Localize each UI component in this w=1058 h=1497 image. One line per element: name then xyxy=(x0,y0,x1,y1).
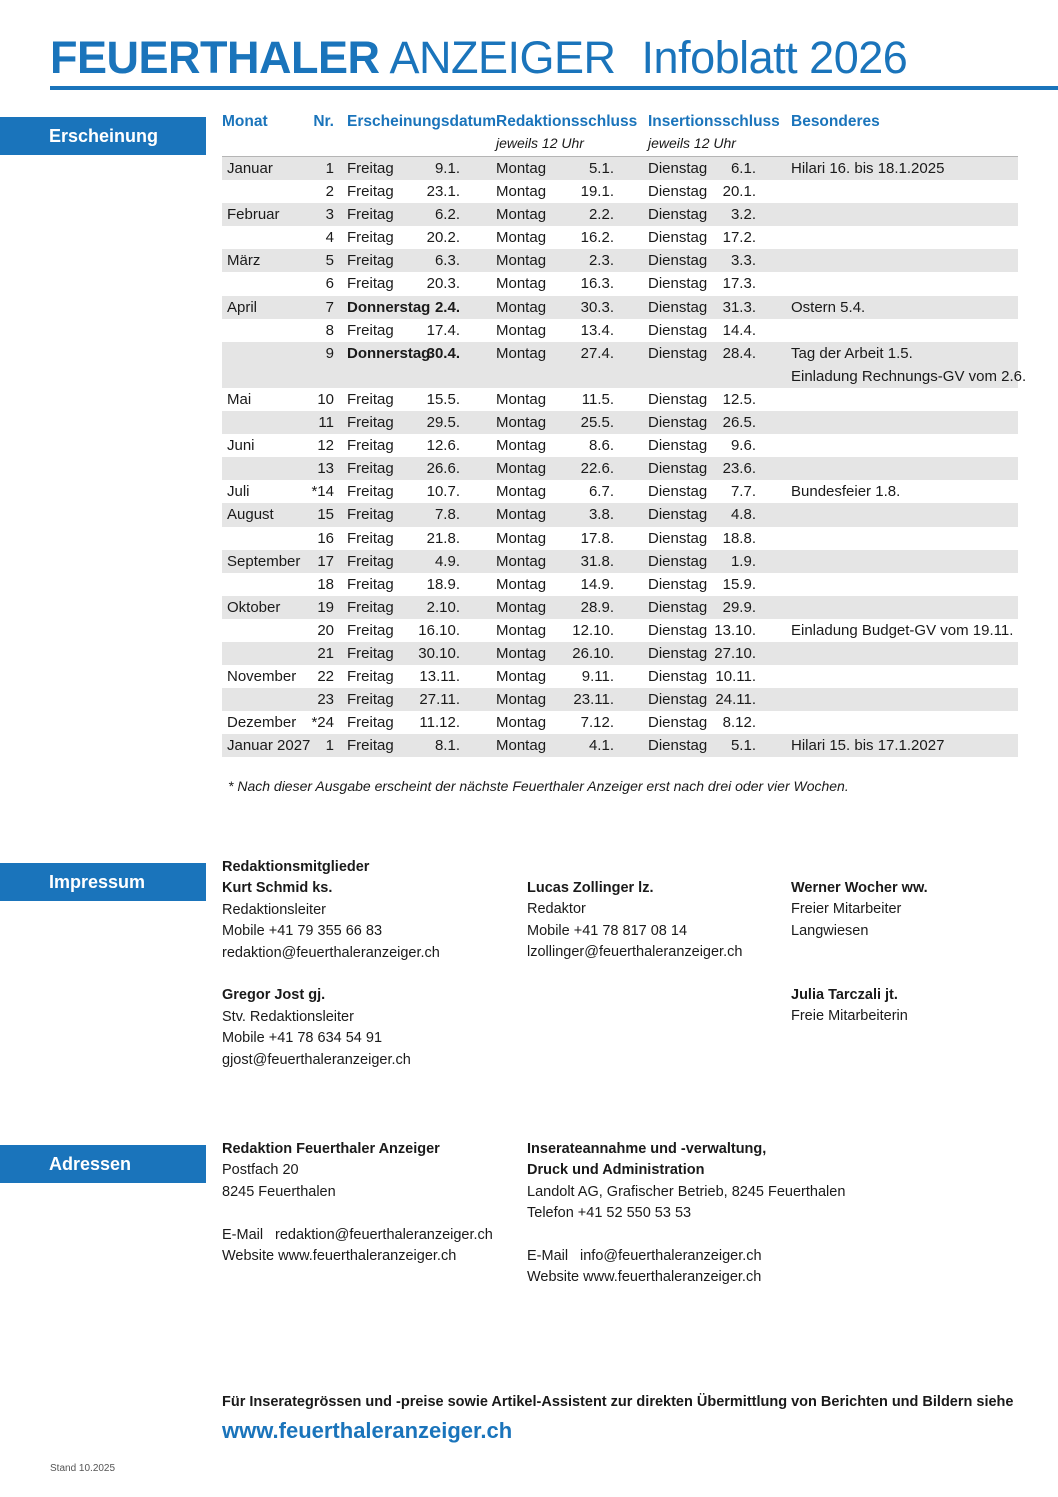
member-email: gjost@feuerthaleranzeiger.ch xyxy=(222,1051,411,1068)
impressum-col-1 xyxy=(222,857,440,1071)
row-date: 30.4. xyxy=(426,344,460,362)
table-row xyxy=(222,619,1018,642)
row-nr: 1 xyxy=(325,737,334,755)
row-insertion-weekday: Dienstag xyxy=(648,160,708,177)
col-monat: Monat xyxy=(222,113,268,130)
row-insertion-weekday: Dienstag xyxy=(648,737,708,755)
row-date: 13.11. xyxy=(419,668,460,686)
member-name: Kurt Schmid ks. xyxy=(222,880,333,897)
row-redaktion-date: 13.4. xyxy=(580,321,614,339)
row-date: 21.8. xyxy=(426,529,460,547)
row-insertion-weekday: Dienstag xyxy=(648,529,708,547)
table-row xyxy=(222,642,1018,665)
member-role: Freier Mitarbeiter xyxy=(791,901,902,918)
row-insertion-date: 6.1. xyxy=(730,160,756,177)
row-weekday: Donnerstag xyxy=(347,298,431,316)
row-insertion-weekday: Dienstag xyxy=(648,575,708,593)
schedule-table xyxy=(222,157,1027,757)
member-role: Redaktor xyxy=(527,901,586,918)
col-redaktionsschluss-sub: jeweils 12 Uhr xyxy=(496,135,584,151)
col-besonderes: Besonderes xyxy=(791,113,880,130)
row-nr: 7 xyxy=(325,298,334,316)
row-date: 20.3. xyxy=(426,275,460,293)
schedule-footnote: * Nach dieser Ausgabe erscheint der nächste Feuerthaler Anzeiger erst nach drei oder vier Wochen. xyxy=(228,778,849,794)
row-insertion-date: 13.10. xyxy=(714,621,756,639)
table-row xyxy=(222,665,1018,688)
page-title xyxy=(50,30,907,86)
row-date: 2.10. xyxy=(426,598,460,616)
impressum-col-2 xyxy=(527,878,742,964)
stand-date: Stand 10.2025 xyxy=(50,1463,116,1474)
row-nr: 9 xyxy=(325,344,334,362)
row-redaktion-date: 9.11. xyxy=(581,668,614,686)
table-row xyxy=(222,573,1018,596)
row-weekday: Freitag xyxy=(347,644,394,662)
row-note: Hilari 15. bis 17.1.2027 xyxy=(791,737,945,755)
row-nr: 2 xyxy=(325,183,334,201)
row-redaktion-date: 8.6. xyxy=(588,437,614,455)
row-redaktion-weekday: Montag xyxy=(496,437,547,455)
address-line: Postfach 20 xyxy=(222,1162,299,1179)
row-weekday: Freitag xyxy=(347,206,394,224)
row-redaktion-date: 3.8. xyxy=(588,506,614,524)
row-weekday: Donnerstag xyxy=(347,344,431,362)
row-insertion-date: 3.2. xyxy=(730,206,756,224)
row-redaktion-weekday: Montag xyxy=(496,229,547,247)
table-row xyxy=(222,272,1018,295)
row-weekday: Freitag xyxy=(347,275,394,293)
row-insertion-date: 14.4. xyxy=(722,321,756,339)
row-insertion-date: 1.9. xyxy=(730,552,756,570)
row-nr: 8 xyxy=(325,321,334,339)
row-insertion-weekday: Dienstag xyxy=(648,644,708,662)
row-nr: 13 xyxy=(317,460,334,478)
row-date: 6.3. xyxy=(434,252,460,270)
row-weekday: Freitag xyxy=(347,668,394,686)
row-month: Oktober xyxy=(227,598,281,616)
row-weekday: Freitag xyxy=(347,321,394,339)
row-nr: 5 xyxy=(325,252,334,270)
row-redaktion-weekday: Montag xyxy=(496,321,547,339)
row-nr: 1 xyxy=(325,160,334,177)
row-month: März xyxy=(227,252,261,270)
row-insertion-date: 5.1. xyxy=(730,737,756,755)
row-insertion-weekday: Dienstag xyxy=(648,437,708,455)
title-feuerthaler: FEUERTHALER xyxy=(50,32,380,83)
member-name: Lucas Zollinger lz. xyxy=(527,880,654,896)
row-insertion-date: 8.12. xyxy=(722,714,756,732)
row-redaktion-weekday: Montag xyxy=(496,275,547,293)
row-redaktion-date: 11.5. xyxy=(581,390,614,408)
row-weekday: Freitag xyxy=(347,552,394,570)
row-insertion-weekday: Dienstag xyxy=(648,390,708,408)
row-month: Januar xyxy=(227,160,273,177)
table-row xyxy=(222,550,1018,573)
member-email: lzollinger@feuerthaleranzeiger.ch xyxy=(527,944,743,961)
row-nr: 17 xyxy=(317,552,334,570)
row-nr: 10 xyxy=(317,390,334,408)
table-row xyxy=(222,296,1018,319)
row-date: 15.5. xyxy=(426,390,460,408)
row-weekday: Freitag xyxy=(347,229,394,247)
col-redaktionsschluss: Redaktionsschluss xyxy=(496,113,638,130)
row-redaktion-weekday: Montag xyxy=(496,460,547,478)
row-insertion-date: 9.6. xyxy=(730,437,756,455)
table-row xyxy=(222,457,1018,480)
row-date: 23.1. xyxy=(426,183,460,201)
row-date: 20.2. xyxy=(426,229,460,247)
row-redaktion-date: 2.2. xyxy=(588,206,614,224)
row-date: 17.4. xyxy=(426,321,460,339)
row-month: April xyxy=(227,298,258,316)
row-redaktion-weekday: Montag xyxy=(496,390,547,408)
row-insertion-weekday: Dienstag xyxy=(648,483,708,501)
row-date: 12.6. xyxy=(426,437,460,455)
row-insertion-date: 27.10. xyxy=(714,644,756,662)
row-insertion-weekday: Dienstag xyxy=(648,691,708,709)
member-role: Stv. Redaktionsleiter xyxy=(222,1008,354,1025)
row-month: August xyxy=(227,506,274,524)
row-insertion-date: 17.2. xyxy=(722,229,756,247)
table-row xyxy=(222,388,1018,411)
row-insertion-date: 7.7. xyxy=(730,483,756,501)
row-date: 9.1. xyxy=(434,160,460,177)
row-redaktion-date: 16.3. xyxy=(580,275,614,293)
row-redaktion-weekday: Montag xyxy=(496,644,547,662)
address-line: Landolt AG, Grafischer Betrieb, 8245 Feuerthalen xyxy=(527,1183,846,1200)
impressum-col-3 xyxy=(791,878,928,1028)
row-insertion-date: 17.3. xyxy=(722,275,756,293)
footer-text: Für Inserategrössen und -preise sowie Artikel-Assistent zur direkten Übermittlung von Berichten und Bildern siehe xyxy=(222,1394,1014,1410)
row-insertion-weekday: Dienstag xyxy=(648,668,708,686)
row-insertion-weekday: Dienstag xyxy=(648,298,708,316)
table-row xyxy=(222,411,1018,434)
table-row xyxy=(222,527,1018,550)
title-divider xyxy=(50,86,1058,90)
row-weekday: Freitag xyxy=(347,460,394,478)
row-redaktion-date: 28.9. xyxy=(580,598,614,616)
row-date: 30.10. xyxy=(418,644,460,662)
member-email: redaktion@feuerthaleranzeiger.ch xyxy=(222,944,440,961)
row-redaktion-date: 16.2. xyxy=(580,229,614,247)
schedule-header xyxy=(222,113,1018,157)
row-nr: 6 xyxy=(325,275,334,293)
address-name: Druck und Administration xyxy=(527,1162,705,1179)
row-redaktion-weekday: Montag xyxy=(496,691,547,709)
table-row xyxy=(222,596,1018,619)
table-row xyxy=(222,249,1018,272)
row-insertion-date: 28.4. xyxy=(722,344,756,362)
row-weekday: Freitag xyxy=(347,160,394,177)
table-row xyxy=(222,711,1018,734)
row-nr: 12 xyxy=(317,437,334,455)
row-redaktion-weekday: Montag xyxy=(496,160,547,177)
row-weekday: Freitag xyxy=(347,714,394,732)
member-role: Freie Mitarbeiterin xyxy=(791,1008,908,1025)
row-weekday: Freitag xyxy=(347,575,394,593)
address-email[interactable]: info@feuerthaleranzeiger.ch xyxy=(580,1247,762,1264)
row-month: November xyxy=(227,668,297,686)
row-insertion-weekday: Dienstag xyxy=(648,229,708,247)
address-name: Inserateannahme und -verwaltung, xyxy=(527,1141,767,1157)
row-insertion-date: 20.1. xyxy=(722,183,756,201)
row-insertion-weekday: Dienstag xyxy=(648,252,708,270)
row-redaktion-date: 25.5. xyxy=(580,414,614,432)
member-name: Julia Tarczali jt. xyxy=(791,986,898,1003)
row-insertion-date: 3.3. xyxy=(730,252,756,270)
row-date: 8.1. xyxy=(434,737,460,755)
row-insertion-weekday: Dienstag xyxy=(648,206,708,224)
row-redaktion-date: 26.10. xyxy=(572,644,614,662)
row-redaktion-weekday: Montag xyxy=(496,414,547,432)
row-insertion-date: 10.11. xyxy=(715,668,756,686)
row-insertion-date: 18.8. xyxy=(722,529,756,547)
email-label: E-Mail xyxy=(222,1226,264,1243)
row-redaktion-weekday: Montag xyxy=(496,529,547,547)
row-weekday: Freitag xyxy=(347,483,394,501)
row-redaktion-weekday: Montag xyxy=(496,575,547,593)
title-infoblatt: Infoblatt 2026 xyxy=(641,32,908,83)
row-weekday: Freitag xyxy=(347,737,394,755)
row-nr: 19 xyxy=(317,598,334,616)
row-nr: *24 xyxy=(311,714,334,732)
table-row xyxy=(222,157,1018,180)
row-month: Juli xyxy=(227,483,250,501)
row-insertion-weekday: Dienstag xyxy=(648,714,708,732)
table-row xyxy=(222,180,1018,203)
row-month: Juni xyxy=(227,437,255,455)
row-insertion-weekday: Dienstag xyxy=(648,552,708,570)
row-redaktion-weekday: Montag xyxy=(496,621,547,639)
row-date: 16.10. xyxy=(418,621,460,639)
row-weekday: Freitag xyxy=(347,183,394,201)
row-redaktion-date: 4.1. xyxy=(588,737,614,755)
table-row xyxy=(222,342,1027,388)
row-note: Ostern 5.4. xyxy=(791,298,866,316)
address-email-row xyxy=(527,1246,845,1267)
row-weekday: Freitag xyxy=(347,621,394,639)
address-website[interactable]: Website www.feuerthaleranzeiger.ch xyxy=(222,1247,457,1264)
row-insertion-weekday: Dienstag xyxy=(648,321,708,339)
row-month: Dezember xyxy=(227,714,297,732)
row-redaktion-weekday: Montag xyxy=(496,668,547,686)
row-redaktion-weekday: Montag xyxy=(496,252,547,270)
table-row xyxy=(222,480,1018,503)
col-nr: Nr. xyxy=(313,113,334,130)
table-row xyxy=(222,688,1018,711)
row-weekday: Freitag xyxy=(347,437,394,455)
impressum-heading: Redaktionsmitglieder xyxy=(222,859,370,875)
table-row xyxy=(222,319,1018,342)
member-mobile: Mobile +41 79 355 66 83 xyxy=(222,923,383,940)
row-insertion-weekday: Dienstag xyxy=(648,506,708,524)
row-insertion-date: 31.3. xyxy=(722,298,756,316)
row-redaktion-date: 19.1. xyxy=(580,183,614,201)
row-insertion-weekday: Dienstag xyxy=(648,414,708,432)
row-weekday: Freitag xyxy=(347,506,394,524)
address-email-row xyxy=(222,1225,493,1246)
row-date: 4.9. xyxy=(434,552,460,570)
row-insertion-weekday: Dienstag xyxy=(648,344,708,362)
row-nr: *14 xyxy=(311,483,334,501)
row-weekday: Freitag xyxy=(347,598,394,616)
row-insertion-weekday: Dienstag xyxy=(648,460,708,478)
row-nr: 21 xyxy=(317,644,334,662)
row-nr: 4 xyxy=(325,229,334,247)
member-mobile: Mobile +41 78 634 54 91 xyxy=(222,1030,383,1047)
row-date: 6.2. xyxy=(434,206,460,224)
member-name: Gregor Jost gj. xyxy=(222,987,326,1004)
row-nr: 22 xyxy=(317,668,334,686)
row-insertion-weekday: Dienstag xyxy=(648,621,708,639)
row-redaktion-weekday: Montag xyxy=(496,737,547,755)
col-erscheinungsdatum: Erscheinungsdatum xyxy=(347,113,496,130)
row-month: Mai xyxy=(227,390,252,408)
row-weekday: Freitag xyxy=(347,390,394,408)
row-nr: 16 xyxy=(317,529,334,547)
address-website[interactable]: Website www.feuerthaleranzeiger.ch xyxy=(527,1269,762,1286)
row-weekday: Freitag xyxy=(347,529,394,547)
row-date: 26.6. xyxy=(426,460,460,478)
row-redaktion-date: 14.9. xyxy=(580,575,614,593)
row-insertion-date: 4.8. xyxy=(730,506,756,524)
section-tab-erscheinung: Erscheinung xyxy=(0,117,206,155)
member-location: Langwiesen xyxy=(791,922,869,939)
row-redaktion-date: 30.3. xyxy=(580,298,614,316)
row-redaktion-date: 2.3. xyxy=(588,252,614,270)
row-redaktion-weekday: Montag xyxy=(496,714,547,732)
row-nr: 20 xyxy=(317,621,334,639)
address-inserate xyxy=(527,1139,845,1289)
row-redaktion-weekday: Montag xyxy=(496,483,547,501)
row-date: 2.4. xyxy=(434,298,460,316)
table-row xyxy=(222,203,1018,226)
col-insertionsschluss-sub: jeweils 12 Uhr xyxy=(648,135,736,151)
row-redaktion-weekday: Montag xyxy=(496,344,547,362)
row-insertion-weekday: Dienstag xyxy=(648,275,708,293)
row-date: 11.12. xyxy=(419,714,460,732)
row-month: Januar 2027 xyxy=(227,737,311,755)
row-date: 29.5. xyxy=(426,414,460,432)
row-note: Einladung Budget-GV vom 19.11. xyxy=(791,621,1014,639)
col-insertionsschluss: Insertionsschluss xyxy=(648,113,780,130)
row-redaktion-date: 27.4. xyxy=(580,344,614,362)
row-weekday: Freitag xyxy=(347,252,394,270)
row-note: Hilari 16. bis 18.1.2025 xyxy=(791,160,945,177)
row-date: 10.7. xyxy=(426,483,460,501)
member-role: Redaktionsleiter xyxy=(222,901,326,918)
row-redaktion-weekday: Montag xyxy=(496,206,547,224)
address-phone: Telefon +41 52 550 53 53 xyxy=(527,1205,692,1222)
row-redaktion-weekday: Montag xyxy=(496,598,547,616)
row-redaktion-date: 31.8. xyxy=(580,552,614,570)
row-month: Februar xyxy=(227,206,280,224)
row-note-2: Einladung Rechnungs-GV vom 2.6. xyxy=(791,367,1027,385)
row-redaktion-weekday: Montag xyxy=(496,552,547,570)
footer-url-link[interactable]: www.feuerthaleranzeiger.ch xyxy=(222,1418,513,1443)
title-anzeiger: ANZEIGER xyxy=(389,32,616,83)
row-redaktion-date: 6.7. xyxy=(588,483,614,501)
row-date: 7.8. xyxy=(434,506,460,524)
table-row xyxy=(222,734,1018,757)
row-nr: 23 xyxy=(317,691,334,709)
email-label: E-Mail xyxy=(527,1247,569,1264)
row-insertion-date: 24.11. xyxy=(715,691,756,709)
row-insertion-date: 23.6. xyxy=(722,460,756,478)
address-redaktion xyxy=(222,1139,493,1267)
row-insertion-weekday: Dienstag xyxy=(648,183,708,201)
member-mobile: Mobile +41 78 817 08 14 xyxy=(527,922,688,939)
row-redaktion-date: 7.12. xyxy=(580,714,614,732)
row-nr: 15 xyxy=(317,506,334,524)
row-note: Bundesfeier 1.8. xyxy=(791,483,901,501)
table-row xyxy=(222,503,1018,526)
row-insertion-date: 26.5. xyxy=(722,414,756,432)
row-redaktion-weekday: Montag xyxy=(496,183,547,201)
row-weekday: Freitag xyxy=(347,691,394,709)
member-name: Werner Wocher ww. xyxy=(791,880,928,896)
row-redaktion-date: 5.1. xyxy=(588,160,614,177)
row-insertion-date: 15.9. xyxy=(722,575,756,593)
row-redaktion-date: 17.8. xyxy=(580,529,614,547)
row-nr: 3 xyxy=(325,206,334,224)
address-line: 8245 Feuerthalen xyxy=(222,1183,336,1200)
section-tab-adressen: Adressen xyxy=(0,1145,206,1183)
row-month: September xyxy=(227,552,301,570)
address-email[interactable]: redaktion@feuerthaleranzeiger.ch xyxy=(275,1226,493,1243)
row-date: 27.11. xyxy=(419,691,460,709)
row-redaktion-date: 22.6. xyxy=(580,460,614,478)
row-date: 18.9. xyxy=(426,575,460,593)
section-tab-impressum: Impressum xyxy=(0,863,206,901)
row-nr: 11 xyxy=(318,414,334,432)
row-redaktion-date: 23.11. xyxy=(573,691,614,709)
row-redaktion-weekday: Montag xyxy=(496,298,547,316)
row-redaktion-weekday: Montag xyxy=(496,506,547,524)
table-row xyxy=(222,434,1018,457)
address-name: Redaktion Feuerthaler Anzeiger xyxy=(222,1141,440,1157)
row-insertion-date: 29.9. xyxy=(722,598,756,616)
row-insertion-date: 12.5. xyxy=(722,390,756,408)
row-redaktion-date: 12.10. xyxy=(572,621,614,639)
row-nr: 18 xyxy=(317,575,334,593)
row-weekday: Freitag xyxy=(347,414,394,432)
row-note: Tag der Arbeit 1.5. xyxy=(791,344,913,362)
table-row xyxy=(222,226,1018,249)
row-insertion-weekday: Dienstag xyxy=(648,598,708,616)
